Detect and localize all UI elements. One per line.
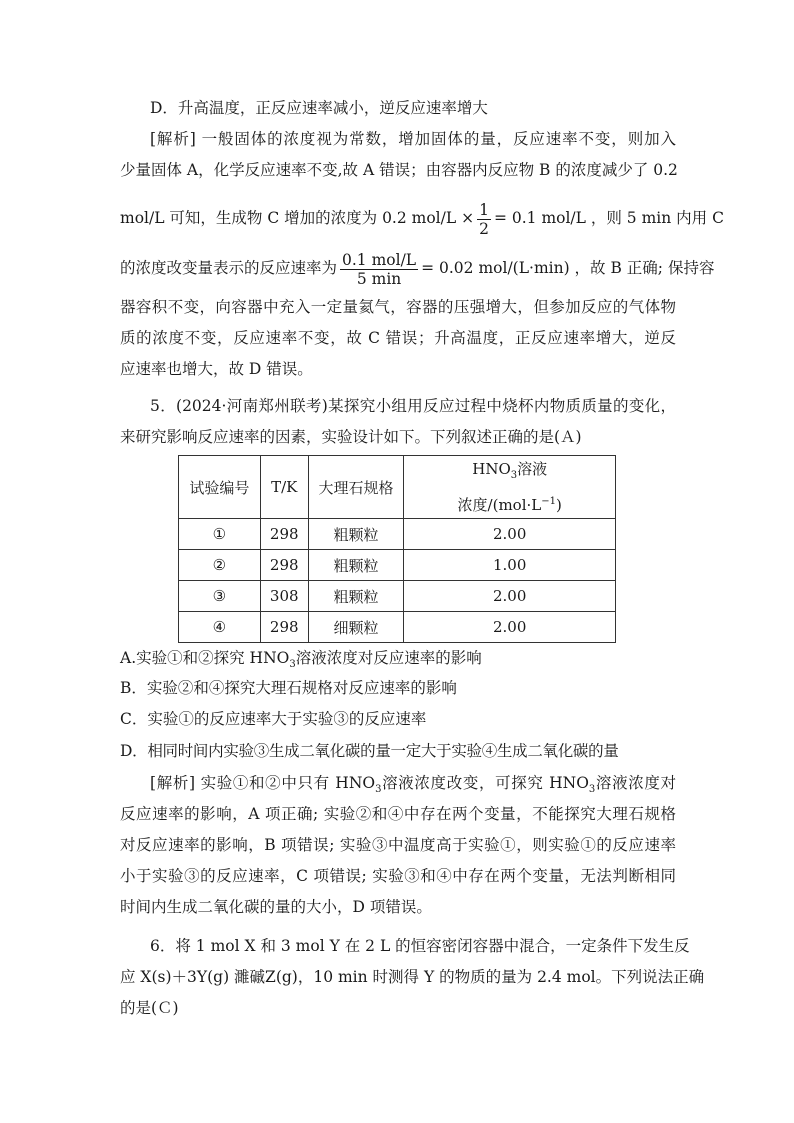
q5-option-a: A.实验①和②探究 $HNO_3$溶液浓度对反应速率的影响 xyxy=(120,649,482,671)
q4-option-d: D．升高温度，正反应速率减小，逆反应速率增大 xyxy=(150,99,488,117)
analysis-label: [解析] xyxy=(150,774,196,792)
q6-stem-line-3: 的是(Ｃ) xyxy=(120,999,179,1017)
q6-stem-line-1: 6．将 1 mol X 和 3 mol Y 在 2 L 的恒容密闭容器中混合，一定条件下发生反 xyxy=(150,937,690,955)
q5-analysis-line-5: 时间内生成二氧化碳的量的大小，D 项错误。 xyxy=(120,898,432,916)
header-exp-no: 试验编号 xyxy=(179,456,261,519)
q4-analysis-line-3: mol/L 可知，生成物 C 增加的浓度为 0.2 mol/L × $\frac{1}{2}$ = 0.1 mol/L ，则 5 min 内用 C xyxy=(120,200,724,238)
q6-stem-line-2: 应 X(s)＋3Y(g) 濉磩Z(g)，10 min 时测得 Y 的物质的量为 2.4 mol。下列说法正确 xyxy=(120,968,705,986)
header-marble-size: 大理石规格 xyxy=(308,456,404,519)
fraction-half: $\frac{1}{2}$ xyxy=(479,200,489,238)
q4-analysis-line-5: 器容积不变，向容器中充入一定量氦气，容器的压强增大，但参加反应的气体物 xyxy=(120,298,676,316)
q5-stem-line-2: 来研究影响反应速率的因素，实验设计如下。下列叙述正确的是(Ａ) xyxy=(120,428,582,446)
table-row: ① 298 粗颗粒 2.00 xyxy=(179,519,616,550)
q5-stem-line-1: 5．(2024·河南郑州联考)某探究小组用反应过程中烧杯内物质质量的变化， xyxy=(150,397,676,415)
header-temperature: T/K xyxy=(260,456,308,519)
table-row: ④ 298 细颗粒 2.00 xyxy=(179,612,616,643)
q4-analysis-line-1 xyxy=(150,128,676,150)
q5-option-c: C．实验①的反应速率大于实验③的反应速率 xyxy=(120,710,427,728)
q4-analysis-line-4: 的浓度改变量表示的反应速率为 $\frac{\text{0.1 mol/L}}{5 \min}$ = 0.02 mol/(L·min) ，故 B 正确; 保持容 xyxy=(120,250,715,288)
q4-analysis-text-1: 一般固体的浓度视为常数，增加固体的量，反应速率不变，则加入 xyxy=(201,130,676,148)
q5-option-d: D．相同时间内实验③生成二氧化碳的量一定大于实验④生成二氧化碳的量 xyxy=(120,742,619,760)
table-row: ③ 308 粗颗粒 2.00 xyxy=(179,581,616,612)
q5-option-b: B．实验②和④探究大理石规格对反应速率的影响 xyxy=(120,679,457,697)
fraction-rate: $\frac{\text{0.1 mol/L}}{5 \min}$ xyxy=(342,250,417,288)
q5-analysis-line-2: 反应速率的影响，A 项正确; 实验②和④中存在两个变量，不能探究大理石规格 xyxy=(120,805,676,823)
table-row: ② 298 粗颗粒 1.00 xyxy=(179,550,616,581)
q4-analysis-line-7: 应速率也增大，故 D 错误。 xyxy=(120,360,313,378)
table-header-row xyxy=(179,456,616,519)
q5-analysis-line-4: 小于实验③的反应速率，C 项错误; 实验③和④中存在两个变量，无法判断相同 xyxy=(120,867,676,885)
analysis-label: [解析] xyxy=(150,130,196,148)
q5-analysis-line-3: 对反应速率的影响，B 项错误; 实验③中温度高于实验①，则实验①的反应速率 xyxy=(120,836,676,854)
experiment-table xyxy=(178,455,616,643)
q4-analysis-line-6: 质的浓度不变，反应速率不变，故 C 错误；升高温度，正反应速率增大，逆反 xyxy=(120,329,676,347)
header-hno3-concentration: $HNO_3$溶液 浓度$/(mol\cdot L^{-1})$ xyxy=(404,456,616,519)
q5-analysis-line-1: [解析] 实验①和②中只有 $HNO_3$溶液浓度改变，可探究 $HNO_3$溶液浓度对 xyxy=(150,774,676,796)
q4-analysis-line-2: 少量固体 A，化学反应速率不变,故 A 错误；由容器内反应物 B 的浓度减少了 0.2 xyxy=(120,161,678,179)
